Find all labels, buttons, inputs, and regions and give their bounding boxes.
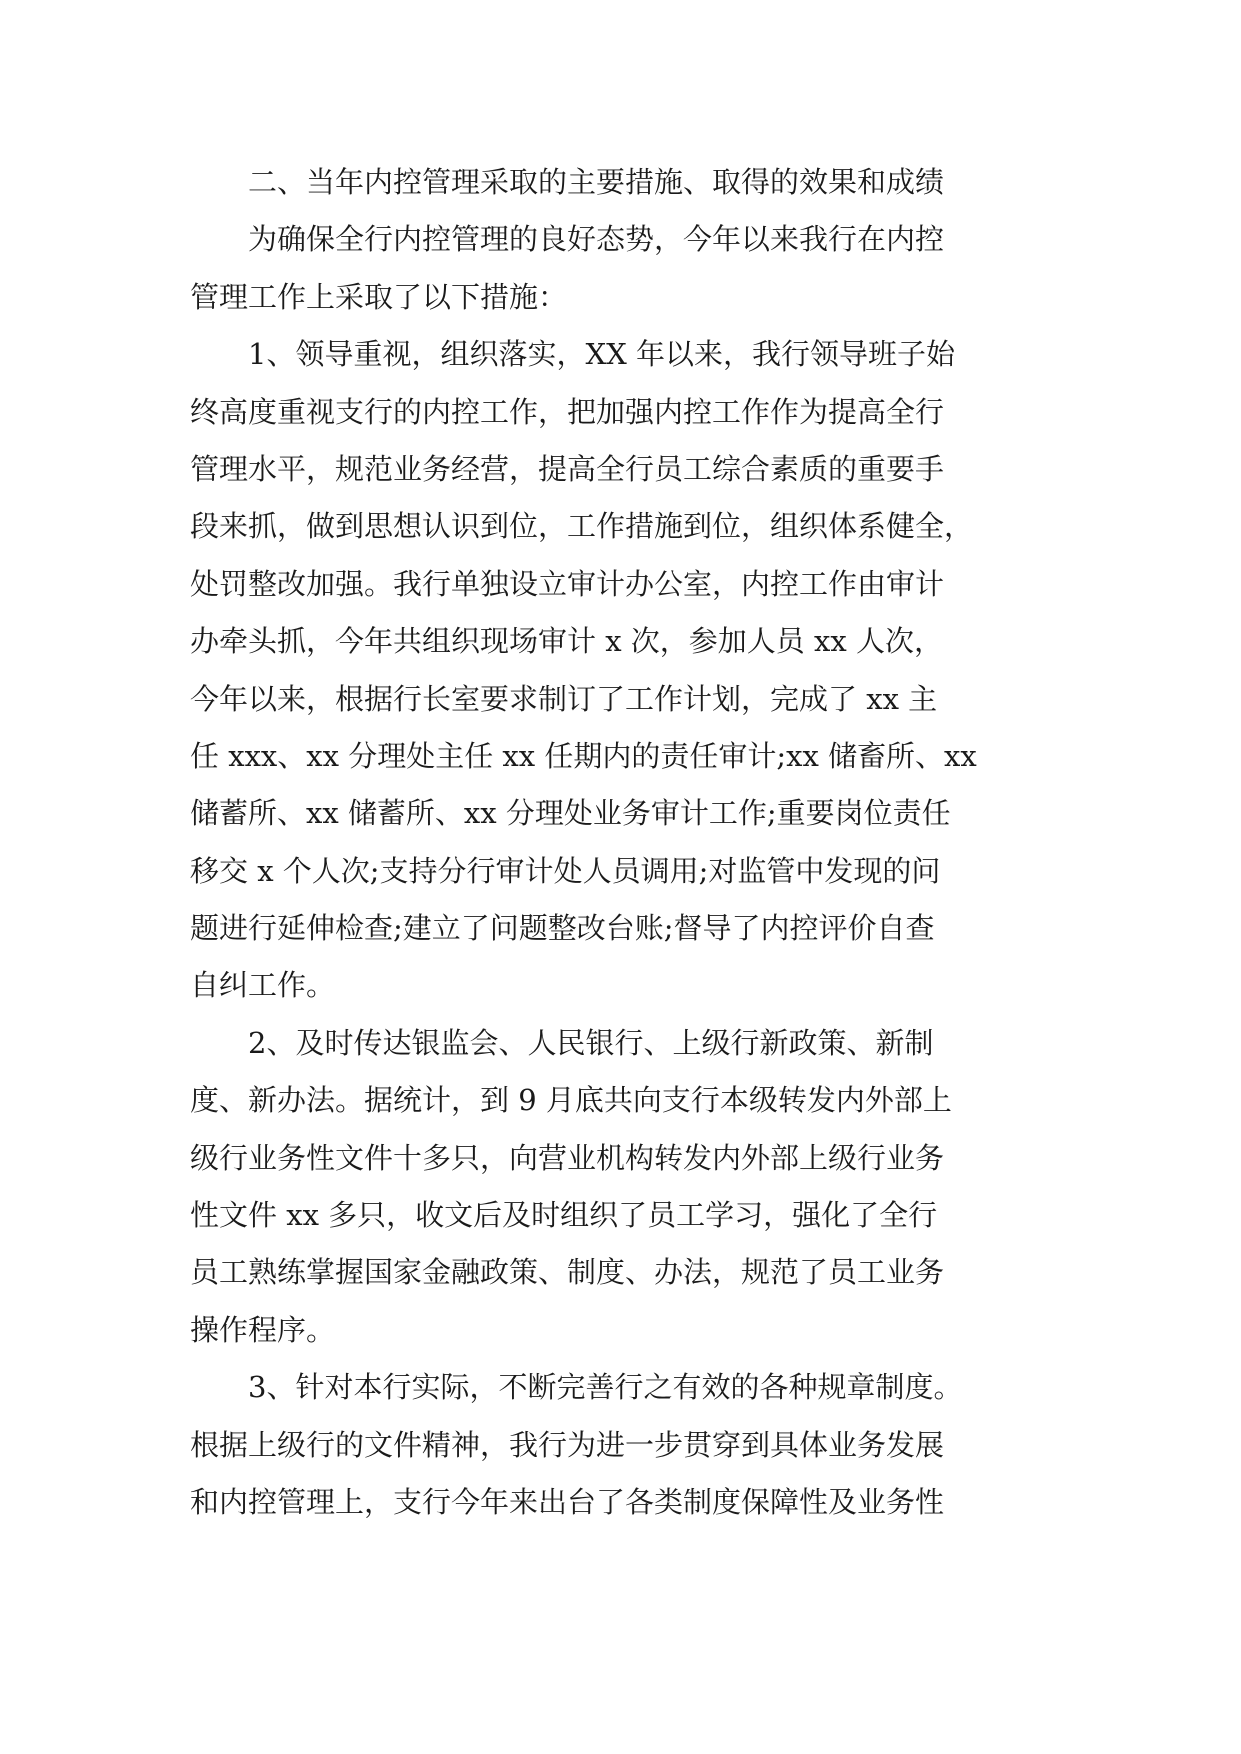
paragraph-line: 办牵头抓，今年共组织现场审计 x 次，参加人员 xx 人次， (190, 624, 943, 659)
paragraph-line: 1、领导重视，组织落实，XX 年以来，我行领导班子始 (248, 337, 955, 372)
paragraph-line: 2、及时传达银监会、人民银行、上级行新政策、新制 (248, 1025, 934, 1060)
paragraph-line: 级行业务性文件十多只，向营业机构转发内外部上级行业务 (190, 1140, 945, 1175)
paragraph-line: 员工熟练掌握国家金融政策、制度、办法，规范了员工业务 (190, 1255, 945, 1290)
paragraph-line: 管理水平，规范业务经营，提高全行员工综合素质的重要手 (190, 451, 945, 486)
paragraph-line: 性文件 xx 多只，收文后及时组织了员工学习，强化了全行 (190, 1198, 938, 1233)
paragraph-line: 自纠工作。 (190, 968, 336, 1003)
paragraph-line: 管理工作上采取了以下措施： (190, 279, 568, 314)
section-heading: 二、当年内控管理采取的主要措施、取得的效果和成绩 (248, 165, 945, 199)
paragraph-line: 终高度重视支行的内控工作，把加强内控工作作为提高全行 (190, 394, 945, 429)
paragraph-line: 移交 x 个人次;支持分行审计处人员调用;对监管中发现的问 (190, 853, 941, 888)
paragraph-line: 3、针对本行实际，不断完善行之有效的各种规章制度。 (248, 1370, 963, 1405)
paragraph-line: 今年以来，根据行长室要求制订了工作计划，完成了 xx 主 (190, 681, 938, 716)
paragraph-line: 度、新办法。据统计，到 9 月底共向支行本级转发内外部上 (190, 1083, 952, 1118)
paragraph-line: 任 xxx、xx 分理处主任 xx 任期内的责任审计;xx 储畜所、xx (190, 738, 977, 773)
paragraph-line: 处罚整改加强。我行单独设立审计办公室，内控工作由审计 (190, 566, 945, 601)
paragraph-line: 储蓄所、xx 储蓄所、xx 分理处业务审计工作;重要岗位责任 (190, 796, 951, 831)
paragraph-line: 题进行延伸检查;建立了问题整改台账;督导了内控评价自查 (190, 911, 935, 946)
paragraph-line: 为确保全行内控管理的良好态势，今年以来我行在内控 (248, 222, 945, 257)
paragraph-line: 根据上级行的文件精神，我行为进一步贯穿到具体业务发展 (190, 1427, 945, 1462)
paragraph-line: 操作程序。 (190, 1312, 336, 1347)
paragraph-line: 和内控管理上，支行今年来出台了各类制度保障性及业务性 (190, 1484, 945, 1519)
document-body (190, 154, 1050, 1531)
paragraph-line: 段来抓，做到思想认识到位，工作措施到位，组织体系健全， (190, 509, 974, 544)
